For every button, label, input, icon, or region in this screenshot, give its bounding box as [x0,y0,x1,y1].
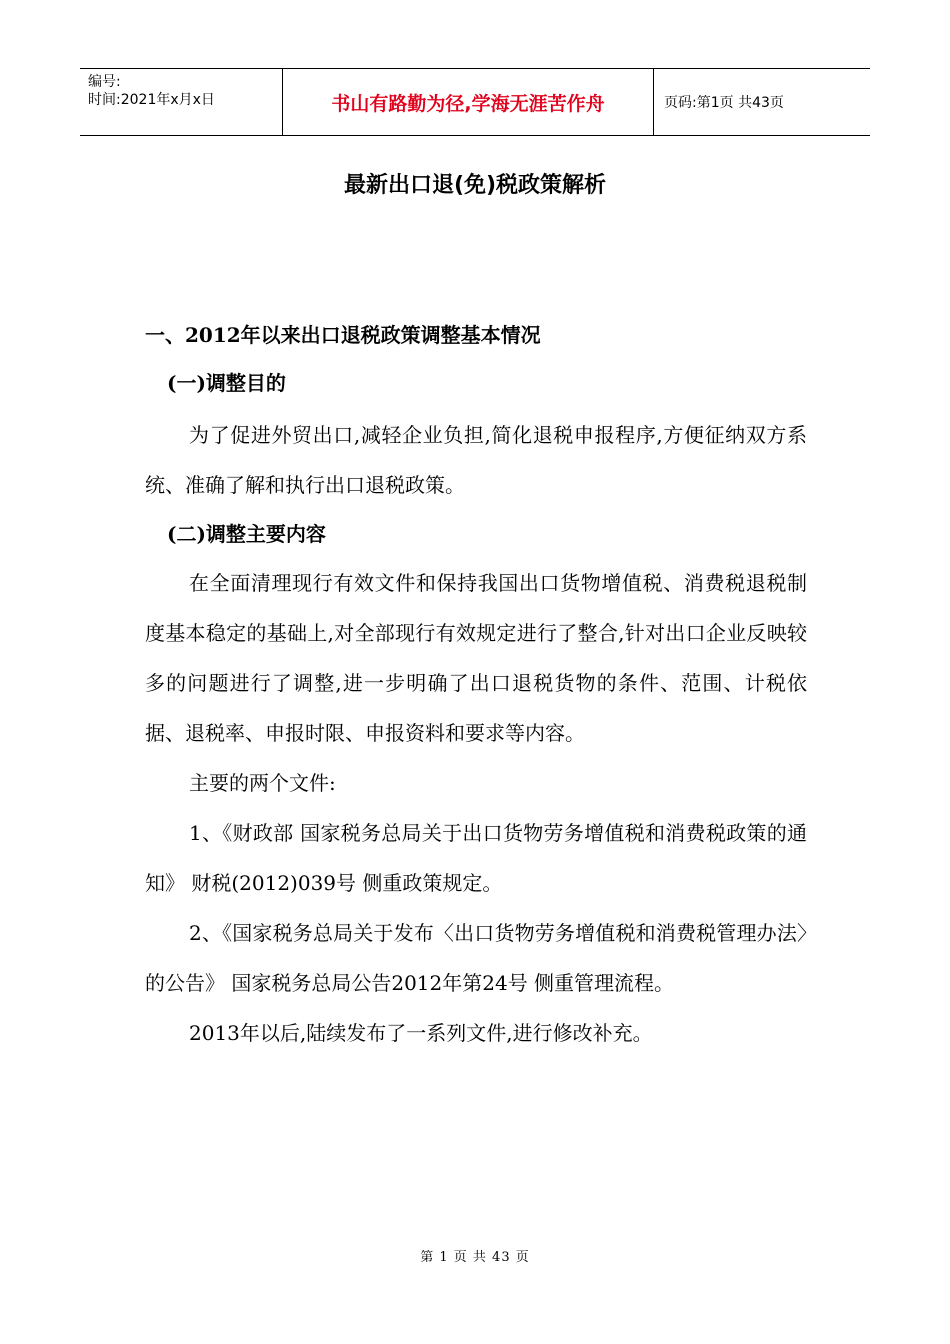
header-meta-cell [80,69,282,135]
page-footer: 第 1 页 共 43 页 [420,1250,530,1265]
time-label: 时间:2021年x月x日 [88,92,215,108]
header-motto-cell [282,69,654,135]
paragraph-closing: 2013年以后,陆续发布了一系列文件,进行修改补充。 [189,1021,653,1045]
header-table [80,68,870,136]
paragraph-files-intro: 主要的两个文件: [189,771,336,795]
document-body [145,311,807,1058]
paragraph-file-2: 2、《国家税务总局关于发布〈出口货物劳务增值税和消费税管理办法〉的公告》 国家税务总局公告2012年第24号 侧重管理流程。 [145,921,807,995]
header-page-cell [654,69,870,135]
paragraph-file-1: 1、《财政部 国家税务总局关于出口货物劳务增值税和消费税政策的通知》 财税(2012)039号 侧重政策规定。 [145,821,807,895]
document-title: 最新出口退(免)税政策解析 [343,173,607,198]
subsection-heading-1: (一)调整目的 [167,371,286,395]
paragraph-content: 在全面清理现行有效文件和保持我国出口货物增值税、消费税退税制度基本稳定的基础上,对全部现行有效规定进行了整合,针对出口企业反映较多的问题进行了调整,进一步明确了出口退税货物的条件、范围、计税依据、退税率、申报时限、申报资料和要求等内容。 [145,571,807,745]
number-label: 编号: [88,74,121,90]
section-heading: 一、2012年以来出口退税政策调整基本情况 [145,323,541,347]
motto-text: 书山有路勤为径,学海无涯苦作舟 [331,92,605,115]
paragraph-purpose: 为了促进外贸出口,减轻企业负担,简化退税申报程序,方便征纳双方系统、准确了解和执行出口退税政策。 [145,423,807,497]
subsection-heading-2: (二)调整主要内容 [167,522,326,546]
page-info: 页码:第1页 共43页 [664,95,784,111]
